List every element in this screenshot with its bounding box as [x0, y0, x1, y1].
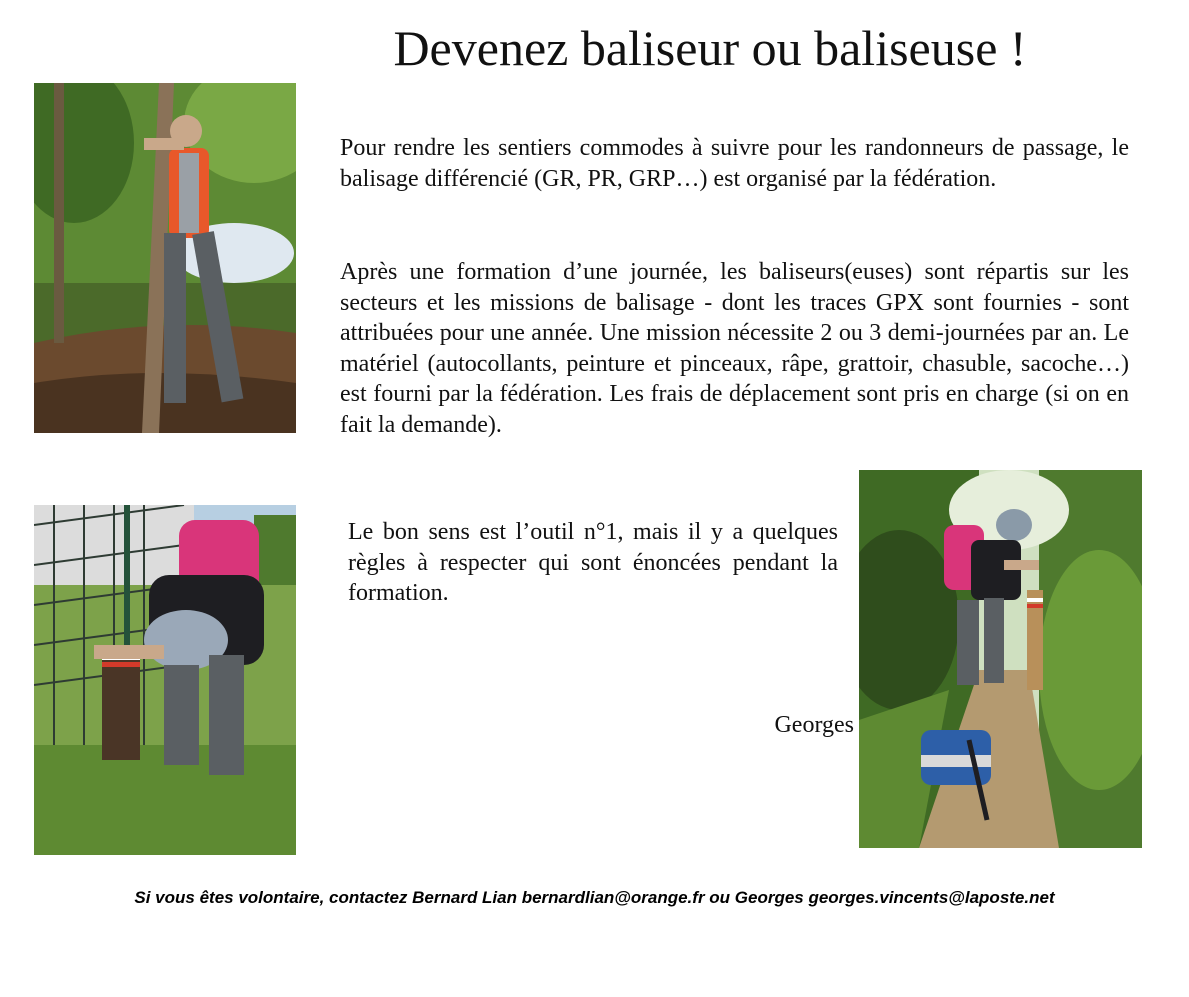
- intro-paragraph: Pour rendre les sentiers commodes à suivre pour les randonneurs de passage, le balisage différencié (GR, PR, GRP…) est organisé par la fédération.: [340, 135, 1129, 192]
- rules-paragraph: Le bon sens est l’outil n°1, mais il y a quelques règles à respecter qui sont énoncées pendant la formation.: [348, 519, 838, 606]
- photo-baliseur-tree: [34, 83, 296, 433]
- photo-baliseuse-path: [859, 470, 1142, 848]
- signature: Georges: [774, 712, 854, 738]
- formation-paragraph: Après une formation d’une journée, les baliseurs(euses) sont répartis sur les secteurs et les missions de balisage - dont les traces GPX sont fournies - sont attribuées pour une année. Une mission nécessite 2 ou 3 demi-journées par an. Le matériel (autocollants, peinture et pinceaux, râpe, grattoir, chasuble, sacoche…) est fourni par la fédération. Les frais de déplacement sont pris en charge (si on en fait la demande).: [340, 259, 1129, 438]
- contact-footer: Si vous êtes volontaire, contactez Bernard Lian bernardlian@orange.fr ou Georges georges.vincents@laposte.net: [134, 888, 1055, 907]
- page-title: Devenez baliseur ou baliseuse !: [393, 20, 1027, 76]
- photo-baliseuse-post: [34, 505, 296, 855]
